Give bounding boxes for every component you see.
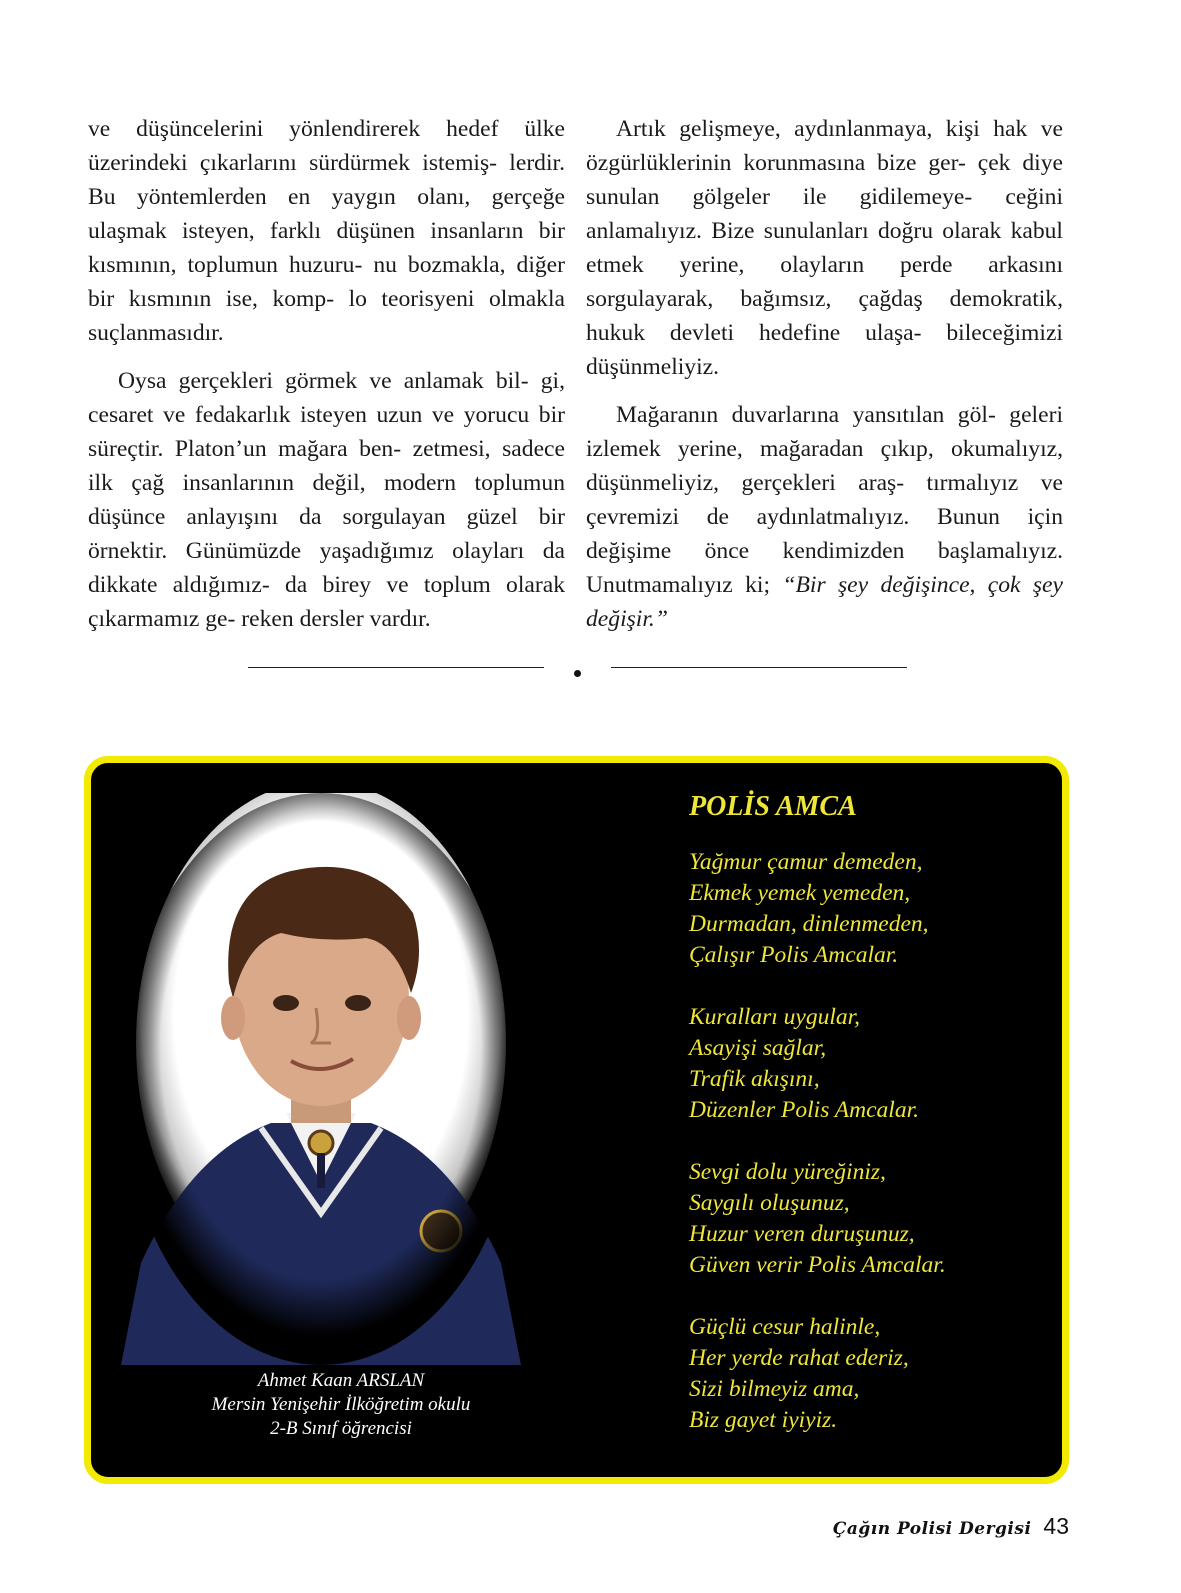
poem-panel [84,756,1069,1484]
closing-quote: “Bir şey değişince, çok şey değişir.” [586,572,1063,632]
student-school: Mersin Yenişehir İlköğretim okulu [211,1394,471,1415]
poem-line: Kuralları uygular, [689,1004,861,1030]
poem-line: Ekmek yemek yemeden, [689,880,911,906]
poem-line: Huzur veren duruşunuz, [689,1221,915,1247]
student-name: Ahmet Kaan ARSLAN [257,1370,425,1391]
poem-line: Her yerde rahat ederiz, [689,1345,909,1371]
poem-stanza [689,1312,1059,1436]
poem-line: Trafik akışını, [689,1066,820,1092]
poem-line: Yağmur çamur demeden, [689,849,923,875]
poem [689,787,1059,1467]
paragraph-text: Mağaranın duvarlarına yansıtılan göl- geleri izlemek yerine, mağaradan çıkıp, okumalıyız, düşünmeliyiz, gerçekleri araş- tırmalıyız ve çevremizi de aydınlatmalıyız. Bunun için değişime önce kendimizden başlamalıyız. Unutmamalıyız ki; [586,402,1063,598]
poem-line: Asayişi sağlar, [689,1035,827,1061]
poem-line: Sizi bilmeyiz ama, [689,1376,860,1402]
poem-stanza [689,847,1059,971]
poem-stanza [689,1002,1059,1126]
student-caption [121,1369,561,1441]
student-portrait [121,793,521,1365]
section-divider-left [248,667,544,668]
poem-line: Güven verir Polis Amcalar. [689,1252,946,1278]
paragraph: Oysa gerçekleri görmek ve anlamak bil- gi, cesaret ve fedakarlık isteyen uzun ve yorucu bir süreçtir. Platon’un mağara ben- zetmesi, sadece ilk çağ insanlarının değil, modern toplumun düşünce anlayışını da sorgulayan güzel bir örnektir. Günümüzde yaşadığımız olayları da dikkate aldığımız- da birey ve toplum olarak çıkarmamız ge- reken dersler vardır. [88,368,565,632]
paragraph: ve düşüncelerini yönlendirerek hedef ülke üzerindeki çıkarlarını sürdürmek istemiş- lerdir. Bu yöntemlerden en yaygın olanı, gerçeğe ulaşmak isteyen, farklı düşünen insanların bir kısmının, toplumun huzuru- nu bozmakla, diğer bir kısmının ise, komp- lo teorisyeni olmakla suçlanmasıdır. [88,116,565,346]
divider-dot [574,670,581,677]
page-number: 43 [1043,1513,1069,1539]
poem-line: Biz gayet iyiyiz. [689,1407,838,1433]
poem-line: Sevgi dolu yüreğiniz, [689,1159,886,1185]
article-column-right [586,112,1063,636]
page-footer [720,1513,1069,1540]
paragraph-final [586,398,1063,636]
magazine-name: Çağın Polisi Dergisi [832,1519,1032,1539]
poem-title: POLİS AMCA [689,791,857,822]
paragraph: Artık gelişmeye, aydınlanmaya, kişi hak ve özgürlüklerinin korunmasına bize ger- çek diye sunulan gölgeler ile gidilemeye- ceğini anlamalıyız. Bize sunulanları doğru olarak kabul etmek yerine, olayların perde arkasını sorgulayarak, bağımsız, çağdaş demokratik, hukuk devleti hedefine ulaşa- bileceğimizi düşünmeliyiz. [586,116,1063,380]
article-column-left [88,112,565,636]
poem-line: Güçlü cesur halinle, [689,1314,881,1340]
poem-line: Durmadan, dinlenmeden, [689,911,929,937]
poem-line: Saygılı oluşunuz, [689,1190,850,1216]
poem-stanza [689,1157,1059,1281]
student-class: 2-B Sınıf öğrencisi [270,1418,412,1439]
poem-line: Çalışır Polis Amcalar. [689,942,899,968]
poem-line: Düzenler Polis Amcalar. [689,1097,919,1123]
section-divider-right [611,667,907,668]
